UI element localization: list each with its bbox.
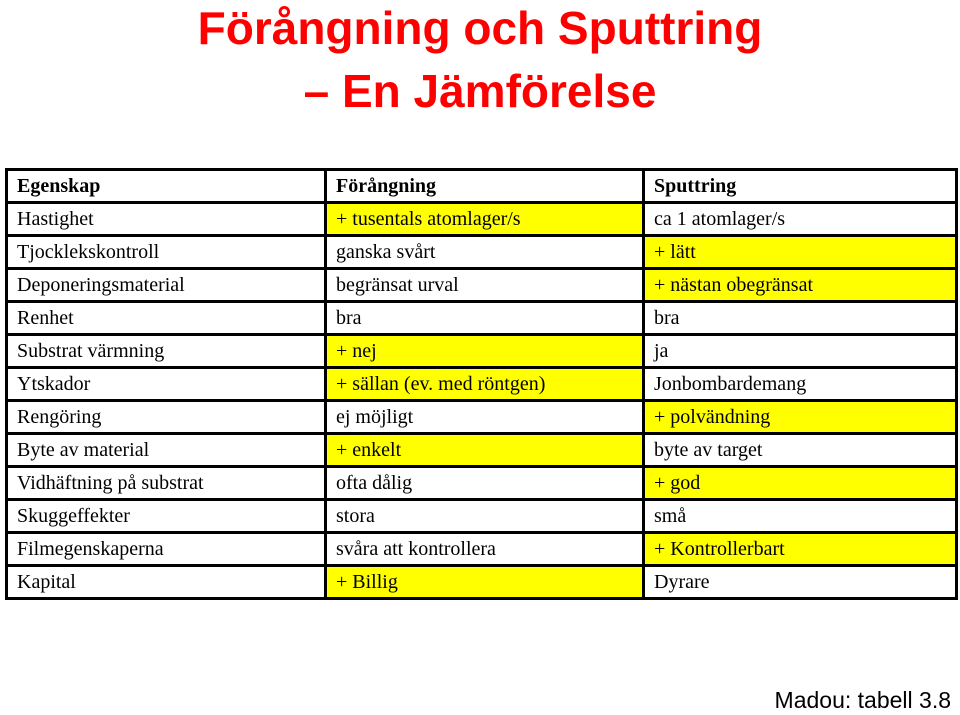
cell-sputtering: + god [644, 467, 957, 500]
table-row [7, 500, 957, 533]
header-sputtering: Sputtring [644, 170, 957, 203]
cell-property: Byte av material [7, 434, 326, 467]
cell-property: Filmegenskaperna [7, 533, 326, 566]
cell-property: Skuggeffekter [7, 500, 326, 533]
cell-sputtering: ja [644, 335, 957, 368]
table-header-row [7, 170, 957, 203]
cell-evaporation: + sällan (ev. med röntgen) [326, 368, 644, 401]
cell-evaporation: + enkelt [326, 434, 644, 467]
cell-property: Ytskador [7, 368, 326, 401]
cell-sputtering: + lätt [644, 236, 957, 269]
cell-property: Substrat värmning [7, 335, 326, 368]
cell-sputtering: Jonbombardemang [644, 368, 957, 401]
cell-sputtering: bra [644, 302, 957, 335]
page-title: Förångning och Sputtring [197, 2, 763, 54]
cell-property: Deponeringsmaterial [7, 269, 326, 302]
cell-sputtering: + polvändning [644, 401, 957, 434]
header-evaporation: Förångning [326, 170, 644, 203]
cell-sputtering: ca 1 atomlager/s [644, 203, 957, 236]
cell-sputtering: Dyrare [644, 566, 957, 599]
cell-evaporation: bra [326, 302, 644, 335]
cell-evaporation: ganska svårt [326, 236, 644, 269]
cell-evaporation: + Billig [326, 566, 644, 599]
source-citation: Madou: tabell 3.8 [774, 687, 951, 713]
table-row [7, 236, 957, 269]
cell-evaporation: svåra att kontrollera [326, 533, 644, 566]
cell-evaporation: stora [326, 500, 644, 533]
table-row [7, 467, 957, 500]
table-row [7, 401, 957, 434]
cell-sputtering: små [644, 500, 957, 533]
table-row [7, 203, 957, 236]
cell-evaporation: begränsat urval [326, 269, 644, 302]
cell-evaporation: ej möjligt [326, 401, 644, 434]
cell-property: Vidhäftning på substrat [7, 467, 326, 500]
cell-evaporation: ofta dålig [326, 467, 644, 500]
cell-sputtering: + Kontrollerbart [644, 533, 957, 566]
cell-property: Rengöring [7, 401, 326, 434]
cell-property: Kapital [7, 566, 326, 599]
cell-property: Tjocklekskontroll [7, 236, 326, 269]
table-row [7, 302, 957, 335]
page-subtitle: – En Jämförelse [303, 65, 657, 117]
table-row [7, 533, 957, 566]
table-row [7, 434, 957, 467]
table-row [7, 368, 957, 401]
cell-evaporation: + nej [326, 335, 644, 368]
cell-property: Renhet [7, 302, 326, 335]
cell-sputtering: byte av target [644, 434, 957, 467]
cell-evaporation: + tusentals atomlager/s [326, 203, 644, 236]
table-row [7, 566, 957, 599]
table-row [7, 335, 957, 368]
cell-sputtering: + nästan obegränsat [644, 269, 957, 302]
cell-property: Hastighet [7, 203, 326, 236]
comparison-table [5, 168, 958, 600]
header-property: Egenskap [7, 170, 326, 203]
table-row [7, 269, 957, 302]
